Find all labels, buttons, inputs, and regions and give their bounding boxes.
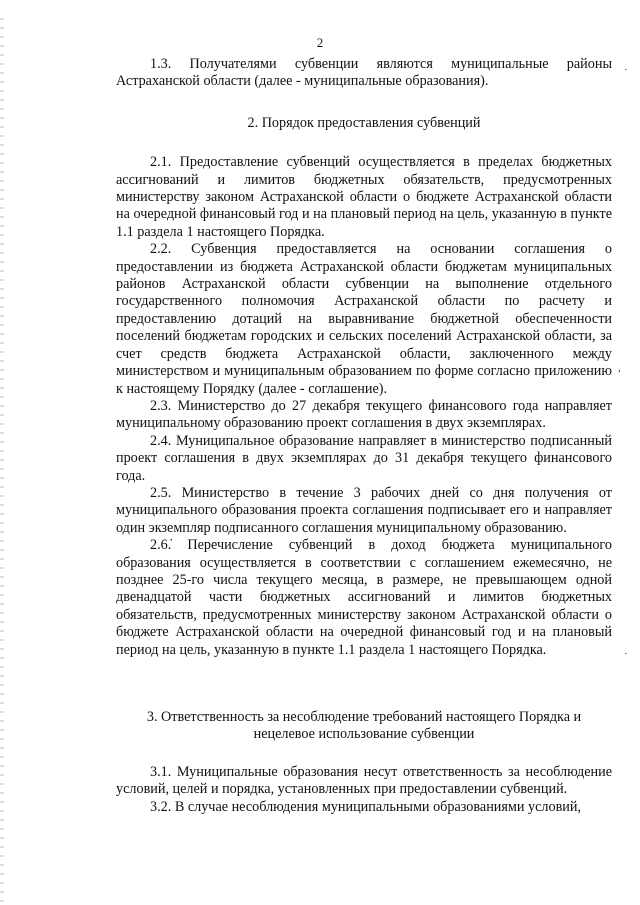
scan-speck: · — [624, 648, 628, 660]
section-3-heading-line-1: 3. Ответственность за несоблюдение требований настоящего Порядка и — [146, 709, 582, 725]
page-number: 2 — [316, 35, 324, 50]
paragraph-3-2: 3.2. В случае несоблюдения муниципальными образованиями условий, — [150, 798, 582, 815]
section-3-body — [116, 764, 612, 816]
paragraph-2-1: 2.1. Предоставление субвенций осуществляется в пределах бюджетных ассигнований и лимитов бюджетных обязательств, предусмотренных министерству законом Астраханской области о бюджете Астраханской области на очередной финансовый год и на плановый период на цель, указанную в пункте 1.1 раздела 1 настоящего Порядка. — [116, 154, 612, 240]
section-3-heading — [116, 709, 612, 744]
scan-speck: · — [624, 64, 628, 76]
scan-edge-mark — [0, 18, 4, 903]
section-3-heading-line-2: нецелевое использование субвенции — [253, 726, 475, 743]
section-1-continuation — [116, 56, 612, 91]
document-body — [116, 56, 612, 816]
paragraph-2-6: 2.6.̇ Перечисление субвенций в доход бюджета муниципального образования осуществляется в соответствии с соглашением ежемесячно, не позднее 25-го числа текущего месяца, в размере, не превышающем одной двенадцатой части бюджетных ассигнований и лимитов бюджетных обязательств, предусмотренных министерству законом Астраханской области о бюджете Астраханской области на очередной финансовый год и на плановый период на цель, указанную в пункте 1.1 раздела 1 настоящего Порядка. — [116, 537, 612, 658]
paragraph-3-1: 3.1. Муниципальные образования несут ответственность за несоблюдение условий, целей и порядка, установленных при предоставлении субвенций. — [116, 763, 612, 798]
paragraph-2-3: 2.3. Министерство до 27 декабря текущего финансового года направляет муниципальному образованию проект соглашения в двух экземплярах. — [116, 397, 612, 432]
scan-speck: , — [618, 362, 621, 374]
paragraph-2-2: 2.2. Субвенция предоставляется на основании соглашения о предоставлении из бюджета Астраханской области бюджетам муниципальных районов Астраханской области субвенции на выполнение отдельного государственного полномочия Астраханской области по расчету и предоставлению дотаций на выравнивание бюджетной обеспеченности поселений бюджетам городских и сельских поселений Астраханской области, за счет средств бюджета Астраханской области, заключенного между министерством и муниципальным образованием по форме согласно приложению к настоящему Порядку (далее - соглашение). — [116, 241, 612, 397]
paragraph-2-4: 2.4. Муниципальное образование направляет в министерство подписанный проект соглашения в двух экземплярах до 31 декабря текущего финансового года. — [116, 432, 612, 484]
paragraph-2-5: 2.5. Министерство в течение 3 рабочих дней со дня получения от муниципального образования проекта соглашения подписывает его и направляет один экземпляр подписанного соглашения муниципальному образованию. — [116, 484, 612, 536]
paragraph-1-3: 1.3. Получателями субвенции являются муниципальные районы Астраханской области (далее - муниципальные образования). — [116, 56, 612, 90]
section-2-heading: 2. Порядок предоставления субвенций — [247, 114, 481, 131]
section-2-body — [116, 154, 612, 659]
